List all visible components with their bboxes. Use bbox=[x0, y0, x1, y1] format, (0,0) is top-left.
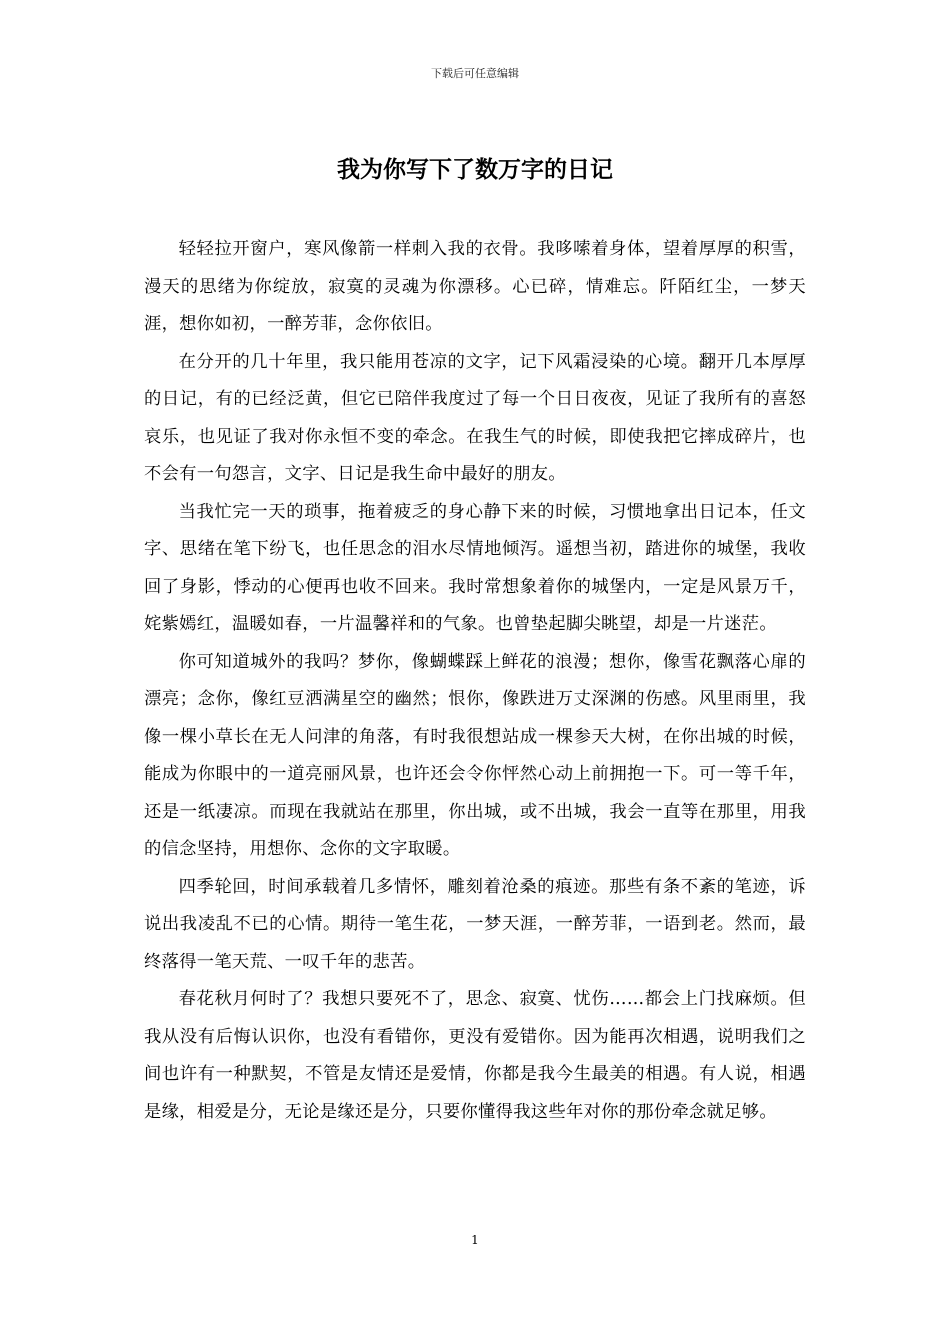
document-body bbox=[144, 231, 806, 1131]
page-header: 下载后可任意编辑 bbox=[431, 67, 519, 80]
paragraph-1: 轻轻拉开窗户，寒风像箭一样刺入我的衣骨。我哆嗦着身体，望着厚厚的积雪，漫天的思绪为你绽放，寂寞的灵魂为你漂移。心已碎，情难忘。阡陌红尘，一梦天涯，想你如初，一醉芳菲，念你依旧。 bbox=[144, 239, 806, 334]
paragraph-4: 你可知道城外的我吗？梦你，像蝴蝶踩上鲜花的浪漫；想你，像雪花飘落心扉的漂亮；念你，像红豆洒满星空的幽然；恨你，像跌进万丈深渊的伤感。风里雨里，我像一棵小草长在无人问津的角落，有时我很想站成一棵参天大树，在你出城的时候，能成为你眼中的一道亮丽风景，也许还会令你怦然心动上前拥抱一下。可一等千年，还是一纸凄凉。而现在我就站在那里，你出城，或不出城，我会一直等在那里，用我的信念坚持，用想你、念你的文字取暖。 bbox=[144, 651, 806, 859]
document-title: 我为你写下了数万字的日记 bbox=[337, 157, 613, 183]
paragraph-5: 四季轮回，时间承载着几多情怀，雕刻着沧桑的痕迹。那些有条不紊的笔迹，诉说出我凌乱不已的心情。期待一笔生花，一梦天涯，一醉芳菲，一语到老。然而，最终落得一笔天荒、一叹千年的悲苦。 bbox=[144, 876, 806, 972]
paragraph-6: 春花秋月何时了？我想只要死不了，思念、寂寞、忧伤……都会上门找麻烦。但我从没有后悔认识你，也没有看错你，更没有爱错你。因为能再次相遇，说明我们之间也许有一种默契，不管是友情还是爱情，你都是我今生最美的相遇。有人说，相遇是缘，相爱是分，无论是缘还是分，只要你懂得我这些年对你的那份牵念就足够。 bbox=[144, 989, 806, 1122]
paragraph-3: 当我忙完一天的琐事，拖着疲乏的身心静下来的时候，习惯地拿出日记本，任文字、思绪在笔下纷飞，也任思念的泪水尽情地倾泻。遥想当初，踏进你的城堡，我收回了身影，悸动的心便再也收不回来。我时常想象着你的城堡内，一定是风景万千，姹紫嫣红，温暖如春，一片温馨祥和的气象。也曾垫起脚尖眺望，却是一片迷茫。 bbox=[144, 501, 806, 634]
page-number: 1 bbox=[471, 1233, 479, 1247]
paragraph-2: 在分开的几十年里，我只能用苍凉的文字，记下风霜浸染的心境。翻开几本厚厚的日记，有的已经泛黄，但它已陪伴我度过了每一个日日夜夜，见证了我所有的喜怒哀乐，也见证了我对你永恒不变的牵念。在我生气的时候，即使我把它摔成碎片，也不会有一句怨言，文字、日记是我生命中最好的朋友。 bbox=[144, 351, 806, 484]
